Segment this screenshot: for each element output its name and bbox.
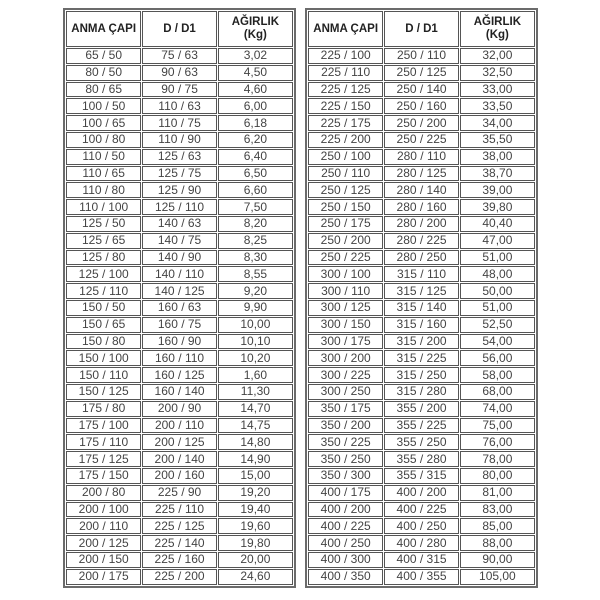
cell-d-d1: 140 / 125 <box>142 283 216 299</box>
cell-agirlik: 39,00 <box>460 182 535 198</box>
table-row <box>308 283 535 299</box>
cell-d-d1: 280 / 140 <box>384 182 458 198</box>
cell-agirlik: 50,00 <box>460 283 535 299</box>
cell-d-d1: 355 / 225 <box>384 418 458 434</box>
table-row <box>308 451 535 467</box>
table-row <box>66 502 293 518</box>
cell-d-d1: 315 / 125 <box>384 283 458 299</box>
table-row <box>308 518 535 534</box>
cell-d-d1: 355 / 250 <box>384 434 458 450</box>
cell-anma-capi: 400 / 225 <box>308 518 383 534</box>
cell-d-d1: 90 / 75 <box>142 82 216 98</box>
cell-agirlik: 6,20 <box>218 132 293 148</box>
cell-agirlik: 90,00 <box>460 552 535 568</box>
cell-anma-capi: 250 / 125 <box>308 182 383 198</box>
cell-agirlik: 52,50 <box>460 317 535 333</box>
cell-d-d1: 140 / 110 <box>142 266 216 282</box>
cell-d-d1: 140 / 63 <box>142 216 216 232</box>
cell-d-d1: 315 / 110 <box>384 266 458 282</box>
table-row <box>308 266 535 282</box>
cell-anma-capi: 350 / 300 <box>308 468 383 484</box>
table-row <box>66 485 293 501</box>
cell-d-d1: 200 / 90 <box>142 401 216 417</box>
cell-anma-capi: 400 / 300 <box>308 552 383 568</box>
cell-agirlik: 24,60 <box>218 569 293 585</box>
cell-d-d1: 125 / 75 <box>142 166 216 182</box>
cell-agirlik: 38,70 <box>460 166 535 182</box>
table-row <box>66 250 293 266</box>
cell-anma-capi: 110 / 50 <box>66 149 141 165</box>
cell-d-d1: 400 / 315 <box>384 552 458 568</box>
table-body-right <box>308 48 535 585</box>
cell-anma-capi: 80 / 65 <box>66 82 141 98</box>
table-row <box>66 434 293 450</box>
table-row <box>308 98 535 114</box>
cell-agirlik: 51,00 <box>460 300 535 316</box>
cell-anma-capi: 200 / 175 <box>66 569 141 585</box>
cell-anma-capi: 125 / 110 <box>66 283 141 299</box>
table-row <box>308 418 535 434</box>
table-row <box>308 132 535 148</box>
cell-d-d1: 140 / 90 <box>142 250 216 266</box>
cell-anma-capi: 150 / 50 <box>66 300 141 316</box>
cell-d-d1: 200 / 140 <box>142 451 216 467</box>
cell-anma-capi: 65 / 50 <box>66 48 141 64</box>
cell-anma-capi: 300 / 100 <box>308 266 383 282</box>
cell-anma-capi: 125 / 65 <box>66 233 141 249</box>
table-row <box>66 283 293 299</box>
cell-d-d1: 125 / 110 <box>142 199 216 215</box>
cell-d-d1: 160 / 63 <box>142 300 216 316</box>
cell-d-d1: 200 / 110 <box>142 418 216 434</box>
cell-agirlik: 75,00 <box>460 418 535 434</box>
cell-d-d1: 280 / 200 <box>384 216 458 232</box>
cell-d-d1: 355 / 280 <box>384 451 458 467</box>
table-row <box>66 132 293 148</box>
cell-agirlik: 51,00 <box>460 250 535 266</box>
cell-agirlik: 19,80 <box>218 535 293 551</box>
table-row <box>308 485 535 501</box>
cell-agirlik: 80,00 <box>460 468 535 484</box>
cell-agirlik: 1,60 <box>218 367 293 383</box>
table-body-left <box>66 48 293 585</box>
cell-anma-capi: 150 / 110 <box>66 367 141 383</box>
cell-agirlik: 8,25 <box>218 233 293 249</box>
cell-anma-capi: 100 / 80 <box>66 132 141 148</box>
cell-d-d1: 400 / 250 <box>384 518 458 534</box>
cell-d-d1: 250 / 200 <box>384 115 458 131</box>
table-row <box>66 367 293 383</box>
cell-agirlik: 35,50 <box>460 132 535 148</box>
cell-anma-capi: 300 / 110 <box>308 283 383 299</box>
cell-d-d1: 225 / 200 <box>142 569 216 585</box>
cell-anma-capi: 175 / 110 <box>66 434 141 450</box>
cell-d-d1: 110 / 90 <box>142 132 216 148</box>
cell-d-d1: 225 / 125 <box>142 518 216 534</box>
cell-anma-capi: 225 / 150 <box>308 98 383 114</box>
cell-agirlik: 33,50 <box>460 98 535 114</box>
cell-d-d1: 110 / 63 <box>142 98 216 114</box>
cell-agirlik: 8,20 <box>218 216 293 232</box>
table-row <box>66 300 293 316</box>
cell-anma-capi: 250 / 200 <box>308 233 383 249</box>
table-row <box>66 48 293 64</box>
cell-anma-capi: 110 / 65 <box>66 166 141 182</box>
cell-agirlik: 33,00 <box>460 82 535 98</box>
cell-anma-capi: 125 / 100 <box>66 266 141 282</box>
table-row <box>66 518 293 534</box>
cell-anma-capi: 225 / 110 <box>308 65 383 81</box>
cell-agirlik: 32,00 <box>460 48 535 64</box>
cell-agirlik: 10,10 <box>218 334 293 350</box>
cell-agirlik: 47,00 <box>460 233 535 249</box>
cell-agirlik: 6,00 <box>218 98 293 114</box>
cell-agirlik: 11,30 <box>218 384 293 400</box>
cell-agirlik: 56,00 <box>460 350 535 366</box>
cell-anma-capi: 200 / 150 <box>66 552 141 568</box>
cell-d-d1: 250 / 160 <box>384 98 458 114</box>
table-row <box>308 48 535 64</box>
cell-agirlik: 78,00 <box>460 451 535 467</box>
table-row <box>66 552 293 568</box>
cell-anma-capi: 400 / 200 <box>308 502 383 518</box>
cell-agirlik: 14,75 <box>218 418 293 434</box>
cell-anma-capi: 150 / 100 <box>66 350 141 366</box>
cell-agirlik: 19,20 <box>218 485 293 501</box>
cell-agirlik: 3,02 <box>218 48 293 64</box>
cell-agirlik: 39,80 <box>460 199 535 215</box>
cell-d-d1: 160 / 110 <box>142 350 216 366</box>
cell-agirlik: 10,20 <box>218 350 293 366</box>
header-row <box>66 11 293 47</box>
cell-anma-capi: 400 / 350 <box>308 569 383 585</box>
cell-anma-capi: 250 / 150 <box>308 199 383 215</box>
cell-anma-capi: 400 / 175 <box>308 485 383 501</box>
cell-anma-capi: 300 / 250 <box>308 384 383 400</box>
cell-anma-capi: 300 / 125 <box>308 300 383 316</box>
cell-anma-capi: 200 / 100 <box>66 502 141 518</box>
cell-anma-capi: 250 / 225 <box>308 250 383 266</box>
table-row <box>66 384 293 400</box>
cell-agirlik: 88,00 <box>460 535 535 551</box>
cell-anma-capi: 225 / 200 <box>308 132 383 148</box>
cell-anma-capi: 350 / 225 <box>308 434 383 450</box>
cell-agirlik: 9,20 <box>218 283 293 299</box>
table-row <box>66 418 293 434</box>
cell-agirlik: 20,00 <box>218 552 293 568</box>
table-row <box>308 502 535 518</box>
table-row <box>66 535 293 551</box>
cell-d-d1: 125 / 63 <box>142 149 216 165</box>
cell-d-d1: 250 / 125 <box>384 65 458 81</box>
table-row <box>308 317 535 333</box>
cell-d-d1: 90 / 63 <box>142 65 216 81</box>
cell-agirlik: 81,00 <box>460 485 535 501</box>
cell-d-d1: 400 / 280 <box>384 535 458 551</box>
cell-d-d1: 225 / 90 <box>142 485 216 501</box>
cell-d-d1: 355 / 315 <box>384 468 458 484</box>
cell-agirlik: 58,00 <box>460 367 535 383</box>
cell-anma-capi: 250 / 110 <box>308 166 383 182</box>
cell-d-d1: 225 / 160 <box>142 552 216 568</box>
table-row <box>66 334 293 350</box>
cell-anma-capi: 100 / 50 <box>66 98 141 114</box>
table-row <box>308 115 535 131</box>
cell-anma-capi: 200 / 125 <box>66 535 141 551</box>
cell-anma-capi: 110 / 80 <box>66 182 141 198</box>
cell-anma-capi: 225 / 100 <box>308 48 383 64</box>
cell-agirlik: 76,00 <box>460 434 535 450</box>
table-row <box>66 65 293 81</box>
table-row <box>66 82 293 98</box>
table-row <box>308 300 535 316</box>
cell-agirlik: 74,00 <box>460 401 535 417</box>
table-row <box>308 552 535 568</box>
table-row <box>308 216 535 232</box>
table-row <box>308 199 535 215</box>
table-row <box>308 149 535 165</box>
table-row <box>66 451 293 467</box>
cell-d-d1: 140 / 75 <box>142 233 216 249</box>
cell-anma-capi: 200 / 80 <box>66 485 141 501</box>
cell-d-d1: 250 / 110 <box>384 48 458 64</box>
table-row <box>308 569 535 585</box>
table-row <box>308 434 535 450</box>
cell-agirlik: 14,70 <box>218 401 293 417</box>
cell-agirlik: 14,90 <box>218 451 293 467</box>
cell-d-d1: 225 / 140 <box>142 535 216 551</box>
cell-d-d1: 315 / 140 <box>384 300 458 316</box>
cell-agirlik: 68,00 <box>460 384 535 400</box>
cell-agirlik: 83,00 <box>460 502 535 518</box>
cell-anma-capi: 250 / 100 <box>308 149 383 165</box>
cell-agirlik: 32,50 <box>460 65 535 81</box>
cell-d-d1: 75 / 63 <box>142 48 216 64</box>
table-row <box>308 250 535 266</box>
cell-d-d1: 400 / 355 <box>384 569 458 585</box>
cell-agirlik: 10,00 <box>218 317 293 333</box>
cell-agirlik: 15,00 <box>218 468 293 484</box>
table-row <box>308 401 535 417</box>
table-row <box>66 115 293 131</box>
table-row <box>66 166 293 182</box>
cell-d-d1: 280 / 225 <box>384 233 458 249</box>
cell-d-d1: 200 / 125 <box>142 434 216 450</box>
cell-agirlik: 19,60 <box>218 518 293 534</box>
cell-anma-capi: 150 / 125 <box>66 384 141 400</box>
cell-agirlik: 7,50 <box>218 199 293 215</box>
table-row <box>308 82 535 98</box>
table-row <box>308 468 535 484</box>
header-row <box>308 11 535 47</box>
cell-d-d1: 250 / 225 <box>384 132 458 148</box>
table-row <box>66 182 293 198</box>
cell-agirlik: 6,60 <box>218 182 293 198</box>
table-row <box>308 334 535 350</box>
cell-agirlik: 6,40 <box>218 149 293 165</box>
cell-d-d1: 280 / 250 <box>384 250 458 266</box>
cell-d-d1: 315 / 250 <box>384 367 458 383</box>
table-row <box>66 216 293 232</box>
table-row <box>66 350 293 366</box>
cell-anma-capi: 300 / 175 <box>308 334 383 350</box>
table-row <box>308 182 535 198</box>
cell-anma-capi: 350 / 250 <box>308 451 383 467</box>
cell-anma-capi: 350 / 200 <box>308 418 383 434</box>
cell-anma-capi: 250 / 175 <box>308 216 383 232</box>
cell-d-d1: 110 / 75 <box>142 115 216 131</box>
cell-agirlik: 4,60 <box>218 82 293 98</box>
cell-agirlik: 38,00 <box>460 149 535 165</box>
table-row <box>66 149 293 165</box>
cell-d-d1: 125 / 90 <box>142 182 216 198</box>
cell-d-d1: 315 / 160 <box>384 317 458 333</box>
table-row <box>308 350 535 366</box>
cell-anma-capi: 300 / 150 <box>308 317 383 333</box>
table-row <box>308 535 535 551</box>
cell-agirlik: 48,00 <box>460 266 535 282</box>
cell-anma-capi: 225 / 125 <box>308 82 383 98</box>
table-row <box>308 384 535 400</box>
header-anma-capi: ANMA ÇAPI <box>66 11 141 47</box>
cell-anma-capi: 125 / 50 <box>66 216 141 232</box>
cell-d-d1: 160 / 90 <box>142 334 216 350</box>
table-row <box>66 266 293 282</box>
cell-agirlik: 54,00 <box>460 334 535 350</box>
cell-anma-capi: 300 / 200 <box>308 350 383 366</box>
cell-anma-capi: 200 / 110 <box>66 518 141 534</box>
cell-agirlik: 4,50 <box>218 65 293 81</box>
cell-agirlik: 9,90 <box>218 300 293 316</box>
cell-anma-capi: 175 / 150 <box>66 468 141 484</box>
cell-d-d1: 400 / 225 <box>384 502 458 518</box>
table-row <box>66 199 293 215</box>
weight-table-left <box>63 8 296 588</box>
header-agirlik: AĞIRLIK (Kg) <box>460 11 535 47</box>
cell-anma-capi: 150 / 80 <box>66 334 141 350</box>
table-row <box>308 166 535 182</box>
cell-agirlik: 105,00 <box>460 569 535 585</box>
cell-d-d1: 315 / 280 <box>384 384 458 400</box>
cell-anma-capi: 175 / 100 <box>66 418 141 434</box>
cell-anma-capi: 350 / 175 <box>308 401 383 417</box>
table-row <box>66 401 293 417</box>
cell-agirlik: 14,80 <box>218 434 293 450</box>
cell-agirlik: 40,40 <box>460 216 535 232</box>
table-row <box>66 98 293 114</box>
cell-anma-capi: 175 / 125 <box>66 451 141 467</box>
cell-d-d1: 280 / 110 <box>384 149 458 165</box>
table-row <box>308 233 535 249</box>
cell-d-d1: 315 / 200 <box>384 334 458 350</box>
cell-agirlik: 8,55 <box>218 266 293 282</box>
cell-agirlik: 34,00 <box>460 115 535 131</box>
table-row <box>66 468 293 484</box>
cell-d-d1: 280 / 160 <box>384 199 458 215</box>
cell-anma-capi: 110 / 100 <box>66 199 141 215</box>
weight-table-right <box>305 8 538 588</box>
cell-anma-capi: 300 / 225 <box>308 367 383 383</box>
cell-agirlik: 8,30 <box>218 250 293 266</box>
header-anma-capi: ANMA ÇAPI <box>308 11 383 47</box>
cell-d-d1: 250 / 140 <box>384 82 458 98</box>
cell-agirlik: 19,40 <box>218 502 293 518</box>
cell-agirlik: 85,00 <box>460 518 535 534</box>
cell-agirlik: 6,18 <box>218 115 293 131</box>
cell-d-d1: 315 / 225 <box>384 350 458 366</box>
cell-d-d1: 200 / 160 <box>142 468 216 484</box>
cell-anma-capi: 175 / 80 <box>66 401 141 417</box>
cell-anma-capi: 400 / 250 <box>308 535 383 551</box>
cell-anma-capi: 100 / 65 <box>66 115 141 131</box>
header-agirlik: AĞIRLIK (Kg) <box>218 11 293 47</box>
table-row <box>66 569 293 585</box>
cell-agirlik: 6,50 <box>218 166 293 182</box>
cell-anma-capi: 80 / 50 <box>66 65 141 81</box>
cell-d-d1: 160 / 125 <box>142 367 216 383</box>
table-row <box>66 317 293 333</box>
cell-anma-capi: 125 / 80 <box>66 250 141 266</box>
cell-d-d1: 225 / 110 <box>142 502 216 518</box>
header-d-d1: D / D1 <box>142 11 216 47</box>
table-row <box>66 233 293 249</box>
header-d-d1: D / D1 <box>384 11 458 47</box>
cell-d-d1: 280 / 125 <box>384 166 458 182</box>
cell-d-d1: 355 / 200 <box>384 401 458 417</box>
cell-anma-capi: 150 / 65 <box>66 317 141 333</box>
table-row <box>308 65 535 81</box>
table-row <box>308 367 535 383</box>
cell-anma-capi: 225 / 175 <box>308 115 383 131</box>
cell-d-d1: 160 / 140 <box>142 384 216 400</box>
cell-d-d1: 400 / 200 <box>384 485 458 501</box>
cell-d-d1: 160 / 75 <box>142 317 216 333</box>
